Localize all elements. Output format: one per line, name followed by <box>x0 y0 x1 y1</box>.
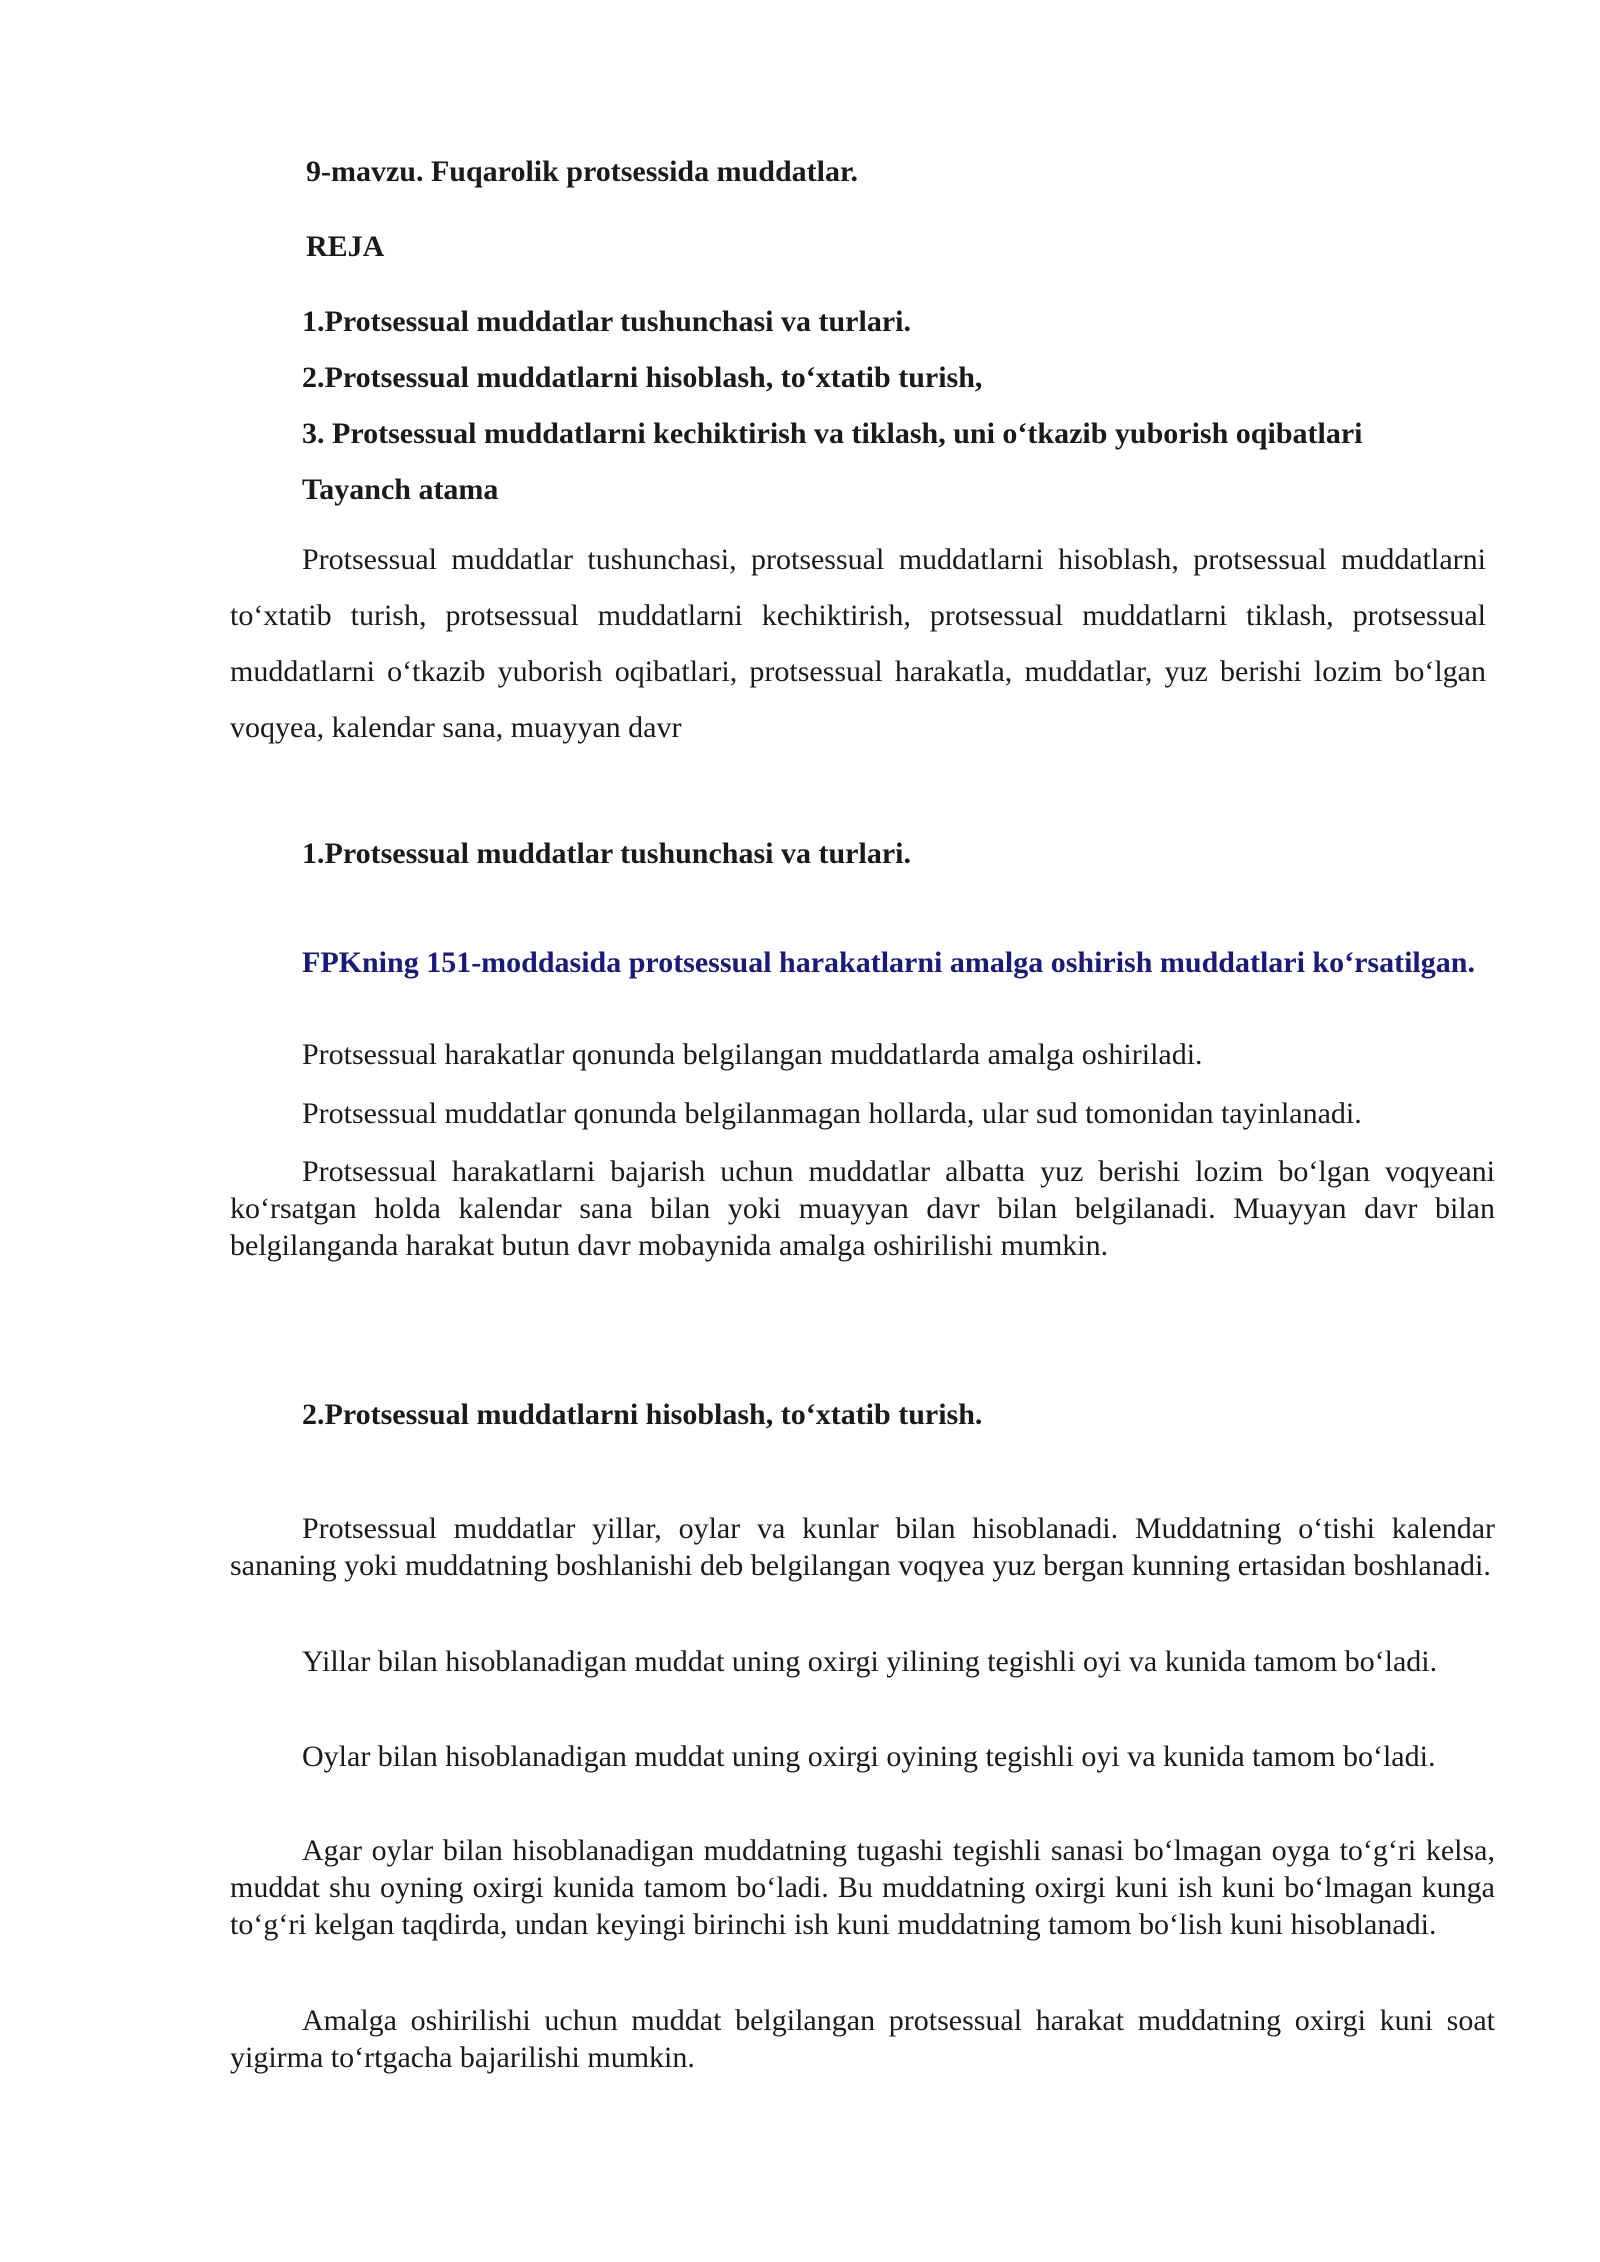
paragraph: Protsessual harakatlar qonunda belgilangan muddatlarda amalga oshiriladi. <box>302 1038 1203 1071</box>
paragraph: Agar oylar bilan hisoblanadigan muddatning tugashi tegishli sanasi bo‘lmagan oyga to‘g‘ri kelsa, muddat shu oyning oxirgi kunida tamom bo‘ladi. Bu muddatning oxirgi kuni ish kuni bo‘lmagan kunga to‘g‘ri kelgan taqdirda, undan keyingi birinchi ish kuni muddatning tamom bo‘lish kuni hisoblanadi. <box>230 1834 1495 1941</box>
keywords-heading: Tayanch atama <box>302 473 499 506</box>
paragraph: Amalga oshirilishi uchun muddat belgilangan protsessual harakat muddatning oxirgi kuni soat yigirma to‘rtgacha bajarilishi mumkin. <box>230 2004 1495 2074</box>
paragraph: Protsessual muddatlar qonunda belgilanmagan hollarda, ular sud tomonidan tayinlanadi. <box>302 1097 1362 1130</box>
paragraph: Protsessual harakatlarni bajarish uchun muddatlar albatta yuz berishi lozim bo‘lgan voqyeani ko‘rsatgan holda kalendar sana bilan yoki muayyan davr bilan belgilanadi. Muayyan davr bilan belgilanganda harakat butun davr mobaynida amalga oshirilishi mumkin. <box>230 1155 1495 1262</box>
paragraph: Yillar bilan hisoblanadigan muddat uning oxirgi yilining tegishli oyi va kunida tamom bo‘ladi. <box>302 1645 1438 1678</box>
paragraph: Oylar bilan hisoblanadigan muddat uning oxirgi oyining tegishli oyi va kunida tamom bo‘ladi. <box>302 1740 1436 1773</box>
plan-item: 1.Protsessual muddatlar tushunchasi va turlari. <box>302 305 911 338</box>
article-reference: FPKning 151-moddasida protsessual harakatlarni amalga oshirish muddatlari ko‘rsatilgan. <box>302 946 1475 979</box>
paragraph: Protsessual muddatlar yillar, oylar va kunlar bilan hisoblanadi. Muddatning o‘tishi kalendar sananing yoki muddatning boshlanishi deb belgilangan voqyea yuz bergan kunning ertasidan boshlanadi. <box>230 1512 1495 1582</box>
plan-item: 3. Protsessual muddatlarni kechiktirish va tiklash, uni o‘tkazib yuborish oqibatlari <box>302 417 1363 450</box>
document-title: 9-mavzu. Fuqarolik protsessida muddatlar. <box>306 155 859 188</box>
keywords-paragraph: Protsessual muddatlar tushunchasi, protsessual muddatlarni hisoblash, protsessual muddatlarni to‘xtatib turish, protsessual muddatlarni kechiktirish, protsessual muddatlarni tiklash, protsessual muddatlarni o‘tkazib yuborish oqibatlari, protsessual harakatla, muddatlar, yuz berishi lozim bo‘lgan voqyea, kalendar sana, muayyan davr <box>230 543 1486 744</box>
plan-item: 2.Protsessual muddatlarni hisoblash, to‘xtatib turish, <box>302 361 983 394</box>
plan-heading: REJA <box>306 230 385 263</box>
section-heading: 2.Protsessual muddatlarni hisoblash, to‘xtatib turish. <box>302 1398 983 1431</box>
section-heading: 1.Protsessual muddatlar tushunchasi va turlari. <box>302 837 911 870</box>
